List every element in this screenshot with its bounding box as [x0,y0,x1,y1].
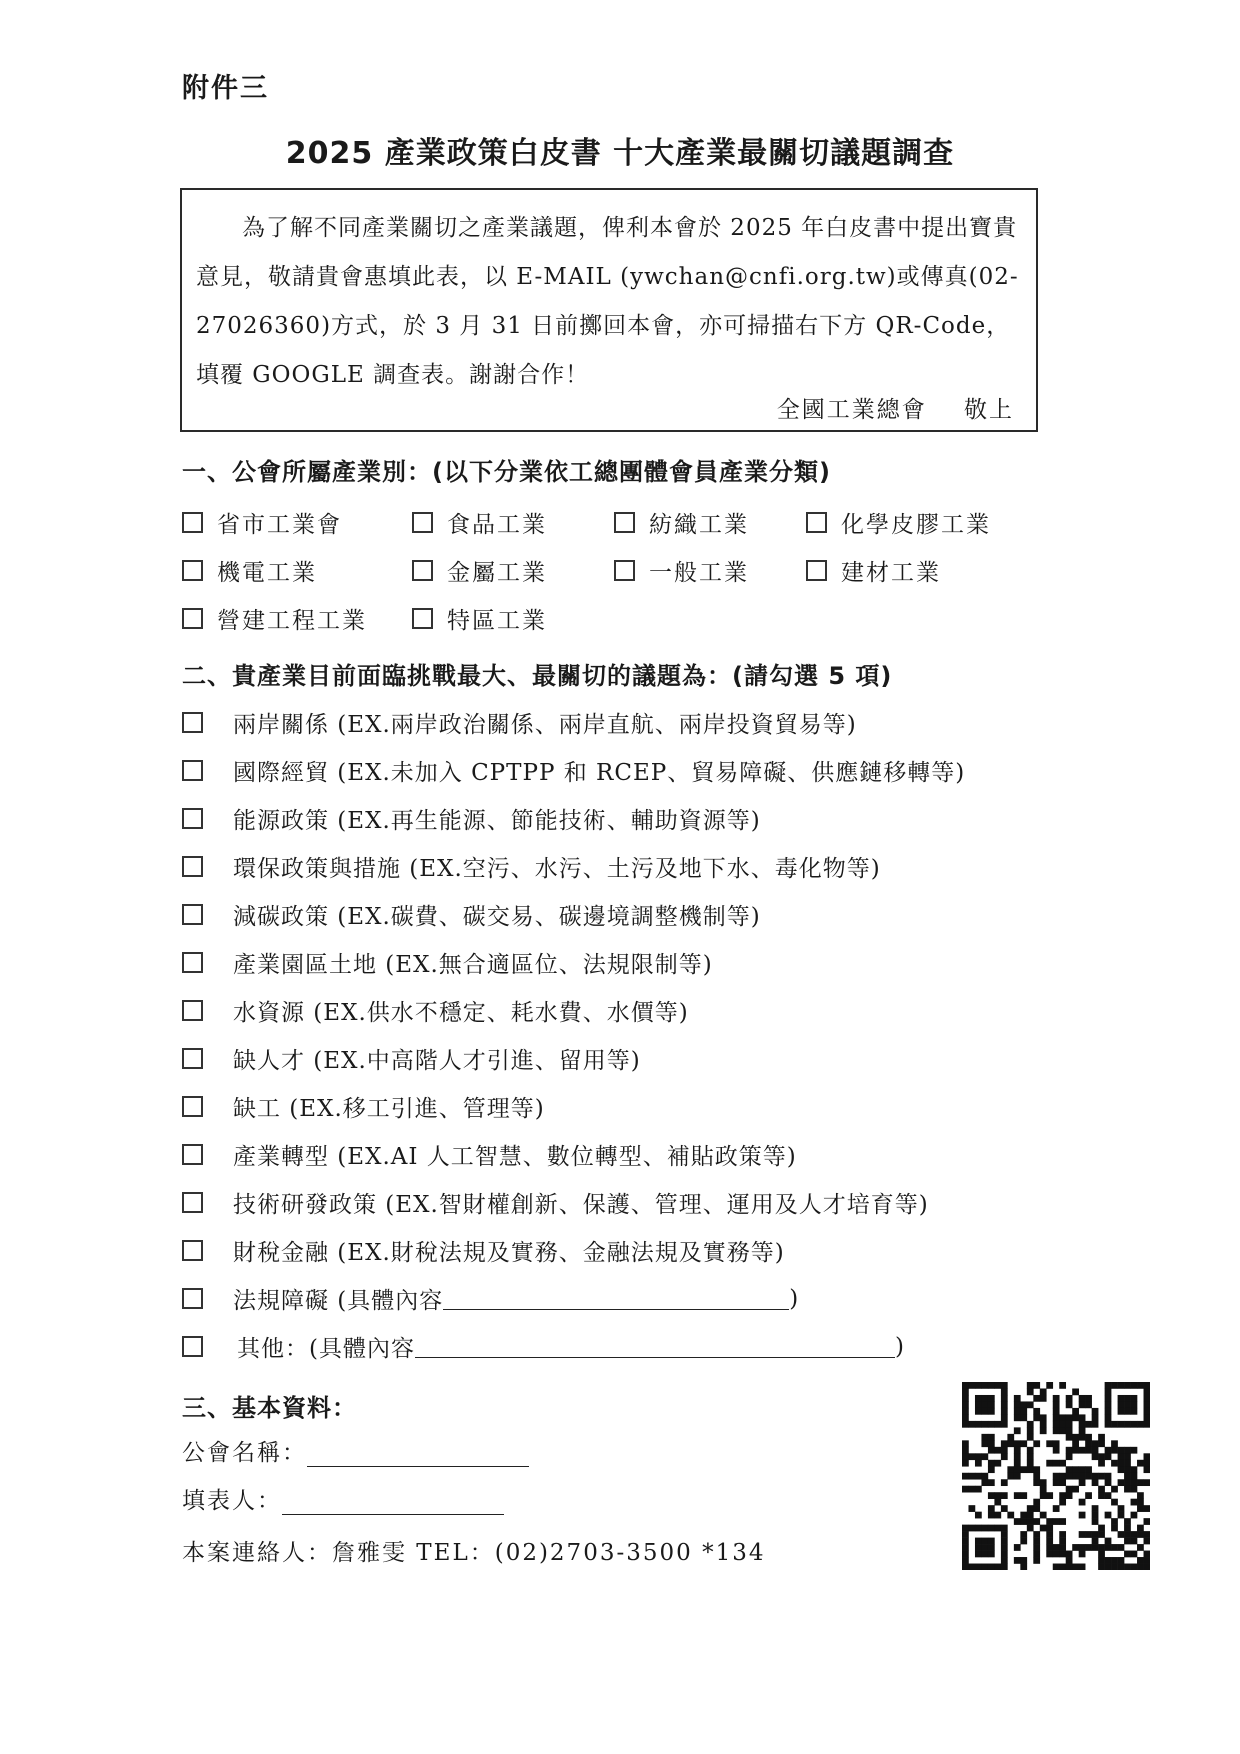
contact-row [182,1534,765,1567]
qr-code-icon[interactable] [962,1382,1150,1570]
industry-option[interactable] [806,506,991,539]
industry-option-label: 建材工業 [841,560,941,586]
checkbox[interactable] [182,1096,203,1117]
issue-option[interactable] [182,1234,785,1267]
checkbox[interactable] [806,560,827,581]
issue-option[interactable] [182,706,857,739]
regulation-label: 法規障礙 (具體內容 [233,1288,444,1314]
industry-option[interactable] [412,506,547,539]
industry-option-label: 機電工業 [217,560,317,586]
checkbox[interactable] [182,1048,203,1069]
filler-field[interactable] [282,1492,504,1515]
industry-option-label: 特區工業 [447,608,547,634]
industry-option[interactable] [614,506,749,539]
checkbox[interactable] [182,608,203,629]
checkbox[interactable] [182,952,203,973]
industry-option-label: 食品工業 [447,512,547,538]
issue-option-label: 財稅金融 (EX.財稅法規及實務、金融法規及實務等) [233,1240,785,1266]
issue-option[interactable] [182,898,761,931]
checkbox[interactable] [182,856,203,877]
industry-option[interactable] [182,602,367,635]
intro-box [180,188,1038,432]
intro-signature: 全國工業總會 敬上 [776,397,1014,423]
section1-title: 一、公會所屬產業別：(以下分業依工總團體會員產業分類) [182,458,831,486]
checkbox[interactable] [182,1240,203,1261]
checkbox[interactable] [182,904,203,925]
checkbox[interactable] [182,712,203,733]
checkbox[interactable] [182,1144,203,1165]
issue-option-other[interactable] [182,1330,905,1363]
issue-option[interactable] [182,1090,545,1123]
industry-option-label: 紡織工業 [649,512,749,538]
association-name-label: 公會名稱： [182,1440,307,1466]
industry-option-label: 省市工業會 [217,512,342,538]
checkbox[interactable] [182,760,203,781]
industry-option[interactable] [806,554,941,587]
issue-option-label: 缺工 (EX.移工引進、管理等) [233,1096,545,1122]
issue-option[interactable] [182,1138,797,1171]
annex-label: 附件三 [182,73,269,104]
section2-title: 二、貴產業目前面臨挑戰最大、最關切的議題為：(請勾選 5 項) [182,662,893,690]
checkbox[interactable] [412,560,433,581]
filler-row [182,1482,504,1515]
checkbox[interactable] [182,1192,203,1213]
checkbox[interactable] [182,1336,203,1357]
issue-option-label: 環保政策與措施 (EX.空污、水污、土污及地下水、毒化物等) [233,856,881,882]
industry-option[interactable] [412,602,547,635]
checkbox[interactable] [806,512,827,533]
issue-option[interactable] [182,850,881,883]
checkbox[interactable] [412,512,433,533]
issue-option-label: 產業園區土地 (EX.無合適區位、法規限制等) [233,952,713,978]
filler-label: 填表人： [182,1488,282,1514]
issue-option-label: 產業轉型 (EX.AI 人工智慧、數位轉型、補貼政策等) [233,1144,797,1170]
association-name-row [182,1434,529,1467]
association-name-field[interactable] [307,1444,529,1467]
section3-title: 三、基本資料： [182,1394,357,1422]
checkbox[interactable] [182,512,203,533]
contact-info: 本案連絡人：詹雅雯 TEL：(02)2703-3500 *134 [182,1540,766,1566]
intro-text: 為了解不同產業關切之產業議題，俾利本會於 2025 年白皮書中提出寶貴意見，敬請貴會惠填此表，以 E-MAIL (ywchan@cnfi.org.tw)或傳真(02-27026360)方式，於 3 月 31 日前擲回本會，亦可掃描右下方 QR-Code，填覆 GOOGLE 調查表。謝謝合作！ [196,215,1019,388]
checkbox[interactable] [412,608,433,629]
industry-option-label: 金屬工業 [447,560,547,586]
close-paren: ) [789,1285,800,1312]
checkbox[interactable] [614,560,635,581]
issue-option[interactable] [182,802,761,835]
industry-option[interactable] [614,554,749,587]
industry-option-label: 一般工業 [649,560,749,586]
industry-option[interactable] [412,554,547,587]
page-title: 2025 產業政策白皮書 十大產業最關切議題調查 [285,136,955,171]
issue-option[interactable] [182,1186,929,1219]
issue-option[interactable] [182,754,965,787]
issue-option-label: 減碳政策 (EX.碳費、碳交易、碳邊境調整機制等) [233,904,761,930]
checkbox[interactable] [182,1288,203,1309]
checkbox[interactable] [182,1000,203,1021]
industry-option-label: 營建工程工業 [217,608,367,634]
issue-option-label: 國際經貿 (EX.未加入 CPTPP 和 RCEP、貿易障礙、供應鏈移轉等) [233,760,966,786]
checkbox[interactable] [614,512,635,533]
checkbox[interactable] [182,560,203,581]
issue-option-label: 能源政策 (EX.再生能源、節能技術、輔助資源等) [233,808,761,834]
industry-option[interactable] [182,506,342,539]
other-detail-field[interactable] [415,1335,895,1358]
issue-option-label: 兩岸關係 (EX.兩岸政治關係、兩岸直航、兩岸投資貿易等) [233,712,857,738]
other-label: 其他：(具體內容 [237,1336,415,1362]
issue-option-label: 技術研發政策 (EX.智財權創新、保護、管理、運用及人才培育等) [233,1192,929,1218]
checkbox[interactable] [182,808,203,829]
industry-option-label: 化學皮膠工業 [841,512,991,538]
issue-option[interactable] [182,946,713,979]
issue-option-label: 缺人才 (EX.中高階人才引進、留用等) [233,1048,641,1074]
issue-option[interactable] [182,994,689,1027]
issue-option-regulation[interactable] [182,1282,799,1315]
close-paren: ) [894,1333,905,1360]
regulation-detail-field[interactable] [443,1287,789,1310]
issue-option[interactable] [182,1042,641,1075]
issue-option-label: 水資源 (EX.供水不穩定、耗水費、水價等) [233,1000,689,1026]
industry-option[interactable] [182,554,317,587]
